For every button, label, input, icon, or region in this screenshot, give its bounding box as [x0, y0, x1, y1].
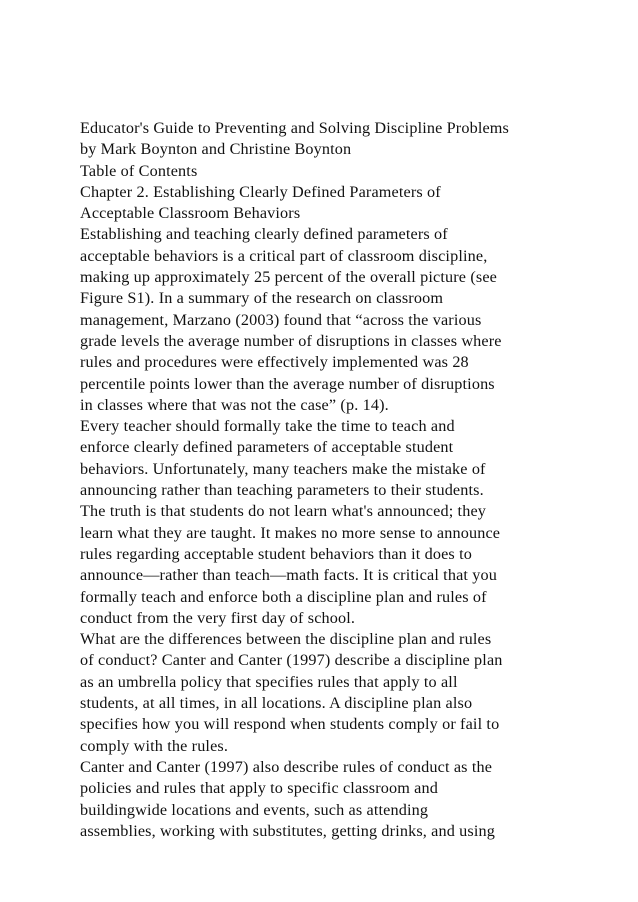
paragraph-1-line-7: rules and procedures were effectively implemented was 28	[80, 353, 469, 372]
paragraph-2-line-2: enforce clearly defined parameters of acceptable student	[80, 438, 454, 457]
paragraph-1-line-4: Figure S1). In a summary of the research on classroom	[80, 289, 444, 308]
chapter-heading-line-1: Chapter 2. Establishing Clearly Defined Parameters of	[80, 182, 441, 201]
table-of-contents-line: Table of Contents	[80, 161, 198, 180]
paragraph-4-line-2: policies and rules that apply to specific classroom and	[80, 779, 438, 798]
paragraph-2-line-5: The truth is that students do not learn what's announced; they	[80, 502, 487, 521]
paragraph-2-line-9: formally teach and enforce both a discipline plan and rules of	[80, 587, 487, 606]
paragraph-3-line-1: What are the differences between the discipline plan and rules	[80, 630, 492, 649]
paragraph-2-line-3: behaviors. Unfortunately, many teachers make the mistake of	[80, 459, 486, 478]
chapter-heading-line-2: Acceptable Classroom Behaviors	[80, 204, 301, 223]
paragraph-4-line-3: buildingwide locations and events, such as attending	[80, 800, 429, 819]
book-title-line: Educator's Guide to Preventing and Solving Discipline Problems	[80, 119, 509, 137]
paragraph-3-line-2: of conduct? Canter and Canter (1997) describe a discipline plan	[80, 651, 503, 670]
paragraph-3-line-4: students, at all times, in all locations. A discipline plan also	[80, 694, 473, 713]
paragraph-1-line-2: acceptable behaviors is a critical part of classroom discipline,	[80, 246, 488, 265]
document-body	[80, 118, 628, 842]
book-authors-line: by Mark Boynton and Christine Boynton	[80, 140, 352, 159]
paragraph-2-line-10: conduct from the very first day of school.	[80, 608, 356, 627]
paragraph-4-line-1: Canter and Canter (1997) also describe rules of conduct as the	[80, 757, 493, 776]
paragraph-4-line-4: assemblies, working with substitutes, getting drinks, and using	[80, 821, 496, 840]
paragraph-1-line-5: management, Marzano (2003) found that “across the various	[80, 310, 482, 329]
paragraph-2-line-7: rules regarding acceptable student behaviors than it does to	[80, 544, 472, 563]
paragraph-1-line-3: making up approximately 25 percent of the overall picture (see	[80, 268, 497, 287]
paragraph-2-line-8: announce—rather than teach—math facts. It is critical that you	[80, 566, 497, 585]
paragraph-1-line-1: Establishing and teaching clearly defined parameters of	[80, 225, 448, 244]
paragraph-2-line-1: Every teacher should formally take the time to teach and	[80, 417, 455, 436]
paragraph-3-line-5: specifies how you will respond when students comply or fail to	[80, 715, 500, 734]
paragraph-3-line-6: comply with the rules.	[80, 736, 229, 755]
paragraph-1-line-6: grade levels the average number of disruptions in classes where	[80, 331, 502, 350]
paragraph-3-line-3: as an umbrella policy that specifies rules that apply to all	[80, 672, 458, 691]
paragraph-2-line-4: announcing rather than teaching parameters to their students.	[80, 481, 484, 500]
paragraph-1-line-8: percentile points lower than the average number of disruptions	[80, 374, 495, 393]
paragraph-1-line-9: in classes where that was not the case” (p. 14).	[80, 395, 389, 414]
paragraph-2-line-6: learn what they are taught. It makes no more sense to announce	[80, 523, 501, 542]
